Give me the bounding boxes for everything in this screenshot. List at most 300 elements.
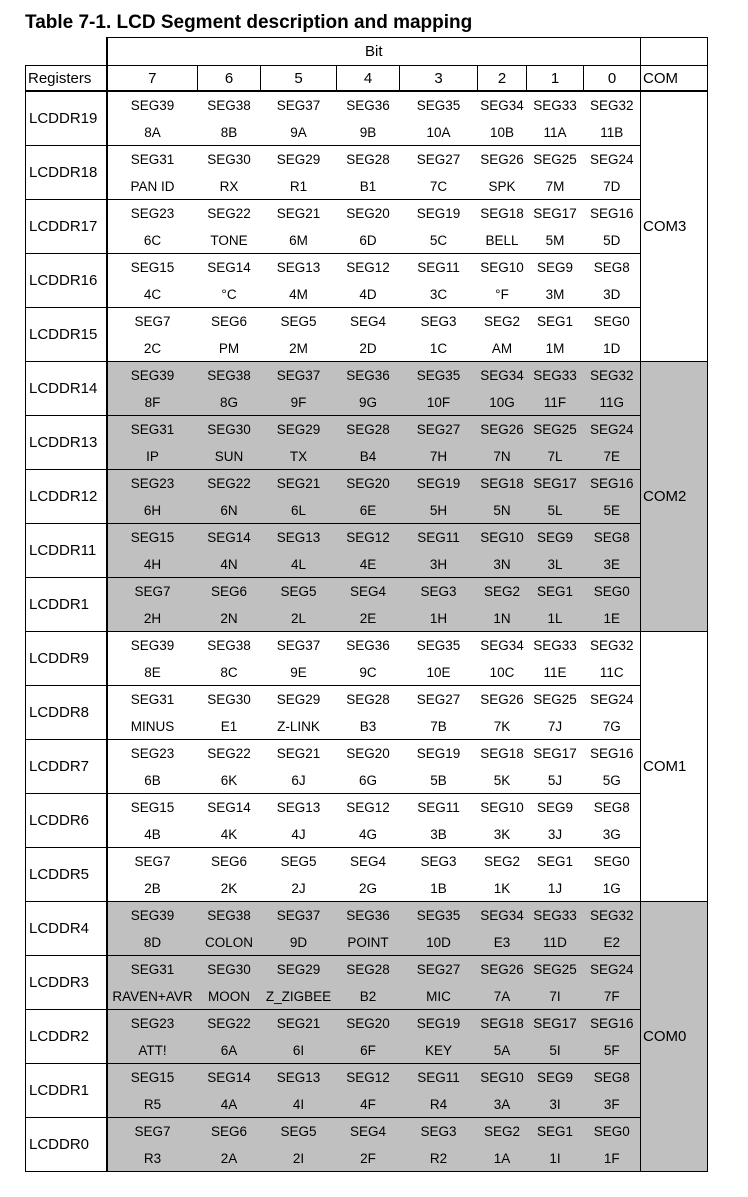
segment-name: SEG1 — [527, 308, 584, 336]
segment-name: SEG25 — [527, 686, 584, 714]
com-corner-cell — [641, 38, 708, 66]
segment-name: SEG13 — [261, 794, 337, 822]
segment-name: SEG9 — [527, 524, 584, 552]
segment-label: 1K — [478, 875, 527, 902]
segment-name: SEG0 — [584, 1118, 641, 1146]
segment-name: SEG32 — [584, 91, 641, 119]
segment-name: SEG28 — [337, 686, 400, 714]
segment-name: SEG33 — [527, 902, 584, 930]
table-row — [26, 605, 708, 632]
table-row — [26, 254, 708, 282]
table-row — [26, 875, 708, 902]
segment-name: SEG9 — [527, 254, 584, 282]
bit-3-header: 3 — [400, 66, 478, 92]
register-name: LCDDR11 — [26, 524, 107, 578]
segment-name: SEG26 — [478, 956, 527, 984]
table-row — [26, 740, 708, 768]
segment-name: SEG18 — [478, 200, 527, 228]
segment-label: 3A — [478, 1091, 527, 1118]
segment-name: SEG7 — [107, 308, 198, 336]
segment-label: 7F — [584, 983, 641, 1010]
segment-label: 1E — [584, 605, 641, 632]
segment-name: SEG1 — [527, 848, 584, 876]
register-name: LCDDR12 — [26, 470, 107, 524]
table-row — [26, 794, 708, 822]
table-row — [26, 389, 708, 416]
segment-label: 1G — [584, 875, 641, 902]
segment-name: SEG14 — [198, 1064, 261, 1092]
segment-label: SUN — [198, 443, 261, 470]
segment-label: COLON — [198, 929, 261, 956]
table-row — [26, 956, 708, 984]
segment-label: 1F — [584, 1145, 641, 1172]
segment-name: SEG32 — [584, 362, 641, 390]
segment-label: 2D — [337, 335, 400, 362]
segment-label: 6D — [337, 227, 400, 254]
com-label: COM2 — [641, 362, 708, 632]
segment-label: 10D — [400, 929, 478, 956]
register-name: LCDDR17 — [26, 200, 107, 254]
segment-label: 1J — [527, 875, 584, 902]
segment-label: 6N — [198, 497, 261, 524]
segment-name: SEG31 — [107, 686, 198, 714]
segment-name: SEG3 — [400, 578, 478, 606]
segment-name: SEG10 — [478, 794, 527, 822]
segment-name: SEG19 — [400, 740, 478, 768]
segment-name: SEG32 — [584, 902, 641, 930]
segment-label: 11G — [584, 389, 641, 416]
segment-label: 8A — [107, 119, 198, 146]
segment-name: SEG17 — [527, 740, 584, 768]
segment-name: SEG17 — [527, 1010, 584, 1038]
segment-label: 11F — [527, 389, 584, 416]
segment-name: SEG15 — [107, 1064, 198, 1092]
bit-2-header: 2 — [478, 66, 527, 92]
segment-label: 9B — [337, 119, 400, 146]
segment-name: SEG19 — [400, 470, 478, 498]
segment-name: SEG38 — [198, 362, 261, 390]
segment-label: 2K — [198, 875, 261, 902]
segment-name: SEG28 — [337, 956, 400, 984]
segment-name: SEG14 — [198, 524, 261, 552]
segment-label: 3L — [527, 551, 584, 578]
segment-label: 3D — [584, 281, 641, 308]
segment-label: 6H — [107, 497, 198, 524]
segment-name: SEG28 — [337, 416, 400, 444]
segment-label: 1L — [527, 605, 584, 632]
segment-label: 3B — [400, 821, 478, 848]
segment-label: 5H — [400, 497, 478, 524]
segment-label: 11D — [527, 929, 584, 956]
segment-name: SEG16 — [584, 1010, 641, 1038]
segment-label: R5 — [107, 1091, 198, 1118]
segment-name: SEG1 — [527, 578, 584, 606]
table-row — [26, 1064, 708, 1092]
segment-name: SEG9 — [527, 794, 584, 822]
table-row — [26, 497, 708, 524]
segment-label: 2L — [261, 605, 337, 632]
segment-label: 7B — [400, 713, 478, 740]
segment-name: SEG10 — [478, 524, 527, 552]
table-row — [26, 632, 708, 660]
com-label: COM1 — [641, 632, 708, 902]
segment-name: SEG7 — [107, 578, 198, 606]
segment-label: 6B — [107, 767, 198, 794]
segment-name: SEG39 — [107, 902, 198, 930]
table-row — [26, 902, 708, 930]
segment-name: SEG11 — [400, 1064, 478, 1092]
segment-label: 1D — [584, 335, 641, 362]
segment-name: SEG23 — [107, 1010, 198, 1038]
register-name: LCDDR4 — [26, 902, 107, 956]
segment-label: 7I — [527, 983, 584, 1010]
segment-label: B3 — [337, 713, 400, 740]
segment-name: SEG8 — [584, 1064, 641, 1092]
table-row — [26, 686, 708, 714]
segment-name: SEG31 — [107, 956, 198, 984]
segment-label: 6L — [261, 497, 337, 524]
register-name: LCDDR15 — [26, 308, 107, 362]
segment-name: SEG26 — [478, 146, 527, 174]
segment-name: SEG22 — [198, 470, 261, 498]
table-row — [26, 983, 708, 1010]
segment-name: SEG4 — [337, 1118, 400, 1146]
segment-label: 8D — [107, 929, 198, 956]
segment-name: SEG31 — [107, 146, 198, 174]
segment-label: RAVEN+AVR — [107, 983, 198, 1010]
segment-label: 1H — [400, 605, 478, 632]
segment-name: SEG5 — [261, 308, 337, 336]
segment-name: SEG7 — [107, 848, 198, 876]
segment-label: 9A — [261, 119, 337, 146]
segment-label: 11A — [527, 119, 584, 146]
com-label: COM0 — [641, 902, 708, 1172]
register-name: LCDDR6 — [26, 794, 107, 848]
segment-label: 6F — [337, 1037, 400, 1064]
table-row — [26, 524, 708, 552]
segment-label: RX — [198, 173, 261, 200]
segment-label: 4N — [198, 551, 261, 578]
segment-name: SEG4 — [337, 308, 400, 336]
segment-label: Z_ZIGBEE — [261, 983, 337, 1010]
segment-label: 1M — [527, 335, 584, 362]
segment-name: SEG29 — [261, 416, 337, 444]
segment-name: SEG33 — [527, 91, 584, 119]
segment-label: 5B — [400, 767, 478, 794]
segment-name: SEG13 — [261, 254, 337, 282]
segment-name: SEG19 — [400, 1010, 478, 1038]
segment-label: 9F — [261, 389, 337, 416]
register-name: LCDDR18 — [26, 146, 107, 200]
segment-label: 4H — [107, 551, 198, 578]
segment-name: SEG2 — [478, 578, 527, 606]
lcd-segment-table — [25, 37, 708, 1172]
table-row — [26, 281, 708, 308]
segment-name: SEG28 — [337, 146, 400, 174]
table-row — [26, 848, 708, 876]
com-label: COM3 — [641, 91, 708, 362]
segment-label: 4K — [198, 821, 261, 848]
segment-label: 3J — [527, 821, 584, 848]
bit-7-header: 7 — [107, 66, 198, 92]
segment-label: 6E — [337, 497, 400, 524]
segment-name: SEG11 — [400, 794, 478, 822]
segment-label: 4J — [261, 821, 337, 848]
segment-name: SEG10 — [478, 1064, 527, 1092]
segment-name: SEG39 — [107, 632, 198, 660]
segment-label: 3C — [400, 281, 478, 308]
segment-name: SEG35 — [400, 91, 478, 119]
segment-name: SEG15 — [107, 254, 198, 282]
segment-name: SEG20 — [337, 740, 400, 768]
segment-label: 7J — [527, 713, 584, 740]
segment-label: 2H — [107, 605, 198, 632]
register-name: LCDDR9 — [26, 632, 107, 686]
segment-label: 6M — [261, 227, 337, 254]
register-name: LCDDR0 — [26, 1118, 107, 1172]
segment-label: 1N — [478, 605, 527, 632]
segment-label: 9E — [261, 659, 337, 686]
segment-label: 4D — [337, 281, 400, 308]
segment-label: PM — [198, 335, 261, 362]
bit-1-header: 1 — [527, 66, 584, 92]
segment-label: 3H — [400, 551, 478, 578]
segment-label: MOON — [198, 983, 261, 1010]
segment-label: 1B — [400, 875, 478, 902]
segment-label: 3I — [527, 1091, 584, 1118]
segment-label: 7K — [478, 713, 527, 740]
segment-label: E1 — [198, 713, 261, 740]
segment-label: 2B — [107, 875, 198, 902]
segment-name: SEG38 — [198, 902, 261, 930]
segment-label: R3 — [107, 1145, 198, 1172]
segment-name: SEG34 — [478, 902, 527, 930]
bit-4-header: 4 — [337, 66, 400, 92]
table-row — [26, 1091, 708, 1118]
segment-label: 2A — [198, 1145, 261, 1172]
segment-name: SEG11 — [400, 524, 478, 552]
segment-name: SEG0 — [584, 848, 641, 876]
register-name: LCDDR19 — [26, 91, 107, 146]
table-row — [26, 767, 708, 794]
table-row — [26, 1145, 708, 1172]
segment-label: 3E — [584, 551, 641, 578]
segment-label: 5E — [584, 497, 641, 524]
segment-label: 3G — [584, 821, 641, 848]
segment-name: SEG27 — [400, 416, 478, 444]
segment-label: 2I — [261, 1145, 337, 1172]
table-row — [26, 578, 708, 606]
register-name: LCDDR5 — [26, 848, 107, 902]
table-row — [26, 119, 708, 146]
segment-name: SEG3 — [400, 848, 478, 876]
segment-label: 6I — [261, 1037, 337, 1064]
segment-label: 4G — [337, 821, 400, 848]
segment-name: SEG30 — [198, 686, 261, 714]
segment-label: 7C — [400, 173, 478, 200]
segment-label: 7L — [527, 443, 584, 470]
register-name: LCDDR13 — [26, 416, 107, 470]
segment-label: 9G — [337, 389, 400, 416]
segment-name: SEG12 — [337, 794, 400, 822]
segment-name: SEG31 — [107, 416, 198, 444]
segment-label: 5J — [527, 767, 584, 794]
segment-name: SEG21 — [261, 740, 337, 768]
segment-label: 6J — [261, 767, 337, 794]
segment-name: SEG17 — [527, 470, 584, 498]
segment-label: 4C — [107, 281, 198, 308]
segment-name: SEG27 — [400, 956, 478, 984]
segment-name: SEG21 — [261, 470, 337, 498]
segment-name: SEG22 — [198, 200, 261, 228]
segment-name: SEG34 — [478, 632, 527, 660]
bit-6-header: 6 — [198, 66, 261, 92]
segment-label: 10C — [478, 659, 527, 686]
segment-name: SEG7 — [107, 1118, 198, 1146]
segment-label: 5K — [478, 767, 527, 794]
segment-label: 9C — [337, 659, 400, 686]
segment-name: SEG39 — [107, 362, 198, 390]
table-row — [26, 335, 708, 362]
segment-name: SEG13 — [261, 1064, 337, 1092]
table-row — [26, 173, 708, 200]
segment-label: MIC — [400, 983, 478, 1010]
segment-name: SEG21 — [261, 200, 337, 228]
segment-name: SEG26 — [478, 686, 527, 714]
segment-name: SEG30 — [198, 146, 261, 174]
segment-label: BELL — [478, 227, 527, 254]
register-name: LCDDR3 — [26, 956, 107, 1010]
segment-label: TONE — [198, 227, 261, 254]
register-name: LCDDR14 — [26, 362, 107, 416]
segment-name: SEG33 — [527, 632, 584, 660]
segment-label: 5D — [584, 227, 641, 254]
segment-label: PAN ID — [107, 173, 198, 200]
segment-label: 4B — [107, 821, 198, 848]
segment-name: SEG6 — [198, 578, 261, 606]
table-row — [26, 200, 708, 228]
segment-label: 6C — [107, 227, 198, 254]
segment-name: SEG29 — [261, 146, 337, 174]
segment-label: 4L — [261, 551, 337, 578]
segment-label: 11C — [584, 659, 641, 686]
segment-label: 1A — [478, 1145, 527, 1172]
segment-label: 8G — [198, 389, 261, 416]
segment-name: SEG0 — [584, 578, 641, 606]
table-row — [26, 91, 708, 119]
segment-label: 3K — [478, 821, 527, 848]
segment-label: 3N — [478, 551, 527, 578]
table-row — [26, 470, 708, 498]
corner-cell — [26, 38, 107, 66]
segment-label: 8C — [198, 659, 261, 686]
segment-label: ATT! — [107, 1037, 198, 1064]
table-row — [26, 1118, 708, 1146]
segment-label: R2 — [400, 1145, 478, 1172]
segment-label: 8B — [198, 119, 261, 146]
segment-label: 5N — [478, 497, 527, 524]
segment-label: 7H — [400, 443, 478, 470]
segment-name: SEG36 — [337, 902, 400, 930]
segment-label: 1I — [527, 1145, 584, 1172]
segment-name: SEG38 — [198, 632, 261, 660]
table-row — [26, 308, 708, 336]
segment-label: 2M — [261, 335, 337, 362]
segment-name: SEG18 — [478, 470, 527, 498]
register-name: LCDDR7 — [26, 740, 107, 794]
register-name: LCDDR16 — [26, 254, 107, 308]
segment-name: SEG18 — [478, 1010, 527, 1038]
bit-0-header: 0 — [584, 66, 641, 92]
segment-label: 2N — [198, 605, 261, 632]
segment-label: 10A — [400, 119, 478, 146]
segment-name: SEG19 — [400, 200, 478, 228]
bit-5-header: 5 — [261, 66, 337, 92]
segment-name: SEG20 — [337, 200, 400, 228]
segment-name: SEG11 — [400, 254, 478, 282]
register-name: LCDDR1 — [26, 1064, 107, 1118]
register-name: LCDDR8 — [26, 686, 107, 740]
segment-label: 10B — [478, 119, 527, 146]
segment-label: 5F — [584, 1037, 641, 1064]
table-row — [26, 929, 708, 956]
segment-name: SEG16 — [584, 200, 641, 228]
segment-name: SEG22 — [198, 1010, 261, 1038]
segment-label: 2E — [337, 605, 400, 632]
segment-label: °F — [478, 281, 527, 308]
segment-name: SEG25 — [527, 956, 584, 984]
segment-label: SPK — [478, 173, 527, 200]
segment-name: SEG10 — [478, 254, 527, 282]
register-name: LCDDR2 — [26, 1010, 107, 1064]
com-header: COM — [641, 66, 708, 92]
segment-name: SEG6 — [198, 1118, 261, 1146]
segment-name: SEG0 — [584, 308, 641, 336]
register-name: LCDDR1 — [26, 578, 107, 632]
segment-label: 5M — [527, 227, 584, 254]
segment-label: 4M — [261, 281, 337, 308]
segment-label: 7A — [478, 983, 527, 1010]
segment-name: SEG38 — [198, 91, 261, 119]
segment-name: SEG12 — [337, 524, 400, 552]
segment-name: SEG25 — [527, 416, 584, 444]
segment-name: SEG14 — [198, 254, 261, 282]
segment-label: 5L — [527, 497, 584, 524]
segment-name: SEG32 — [584, 632, 641, 660]
segment-name: SEG35 — [400, 632, 478, 660]
segment-label: 5A — [478, 1037, 527, 1064]
segment-label: 5C — [400, 227, 478, 254]
segment-name: SEG16 — [584, 470, 641, 498]
table-row — [26, 551, 708, 578]
segment-label: R1 — [261, 173, 337, 200]
segment-name: SEG5 — [261, 578, 337, 606]
segment-label: Z-LINK — [261, 713, 337, 740]
segment-label: 6G — [337, 767, 400, 794]
segment-label: °C — [198, 281, 261, 308]
segment-label: 7N — [478, 443, 527, 470]
table-row — [26, 362, 708, 390]
segment-name: SEG6 — [198, 308, 261, 336]
segment-name: SEG8 — [584, 794, 641, 822]
segment-label: 3M — [527, 281, 584, 308]
segment-name: SEG1 — [527, 1118, 584, 1146]
segment-name: SEG3 — [400, 1118, 478, 1146]
segment-label: 4E — [337, 551, 400, 578]
segment-name: SEG35 — [400, 362, 478, 390]
segment-name: SEG24 — [584, 146, 641, 174]
segment-name: SEG26 — [478, 416, 527, 444]
